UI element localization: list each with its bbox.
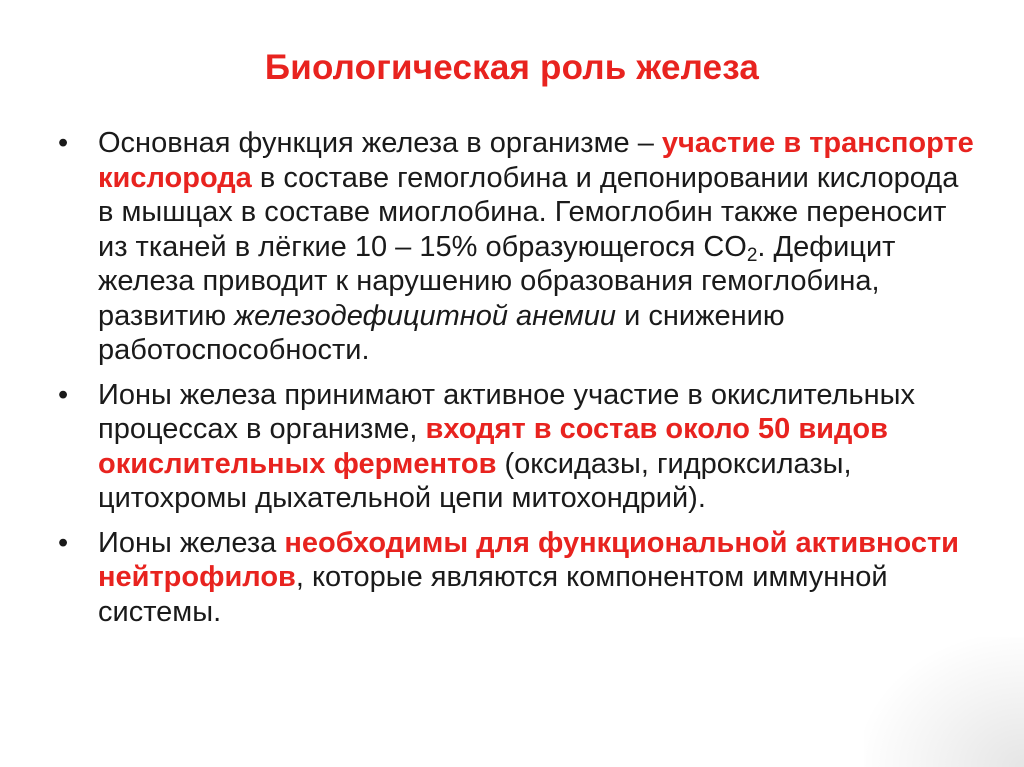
highlight-enzymes: входят в состав около 50 видов окислительных ферментов — [98, 413, 888, 480]
text-segment: Ионы железа принимают активное участие в окислительных процессах в организме, — [98, 378, 915, 445]
slide-title: Биологическая роль железа — [264, 48, 760, 87]
highlight-neutrophils: необходимы для функциональной активности нейтрофилов — [98, 526, 960, 593]
text-segment: . Дефицит железа приводит к нарушению образования гемоглобина, развитию — [98, 230, 896, 332]
bullet-marker: • — [58, 127, 69, 159]
co2-subscript: 2 — [746, 244, 758, 266]
text-segment: и снижению работоспособности. — [98, 299, 785, 366]
bullet-marker: • — [58, 378, 69, 411]
bullet-list — [56, 126, 976, 639]
bullet-item-enzymes — [56, 378, 976, 516]
highlight-oxygen-transport: участие в транспорте кислорода — [98, 127, 974, 194]
italic-anemia-term: железодефицитной анемии — [234, 299, 617, 332]
text-segment: Основная функция железа в организме – — [98, 127, 662, 159]
text-segment: , которые являются компонентом иммунной системы. — [98, 561, 888, 628]
bullet-item-neutrophils — [56, 526, 976, 630]
bullet-marker: • — [58, 526, 69, 559]
page-curl-shadow — [864, 637, 1024, 767]
text-segment: Ионы железа — [98, 526, 285, 559]
text-segment: (оксидазы, гидроксилазы, цитохромы дыхательной цепи митохондрий). — [98, 447, 852, 514]
bullet-item-transport — [56, 126, 976, 368]
text-segment: в составе гемоглобина и депонировании кислорода в мышцах в составе миоглобина. Гемоглобин также переносит из тканей в лёгкие 10 – 15% образующегося CO — [98, 161, 959, 263]
